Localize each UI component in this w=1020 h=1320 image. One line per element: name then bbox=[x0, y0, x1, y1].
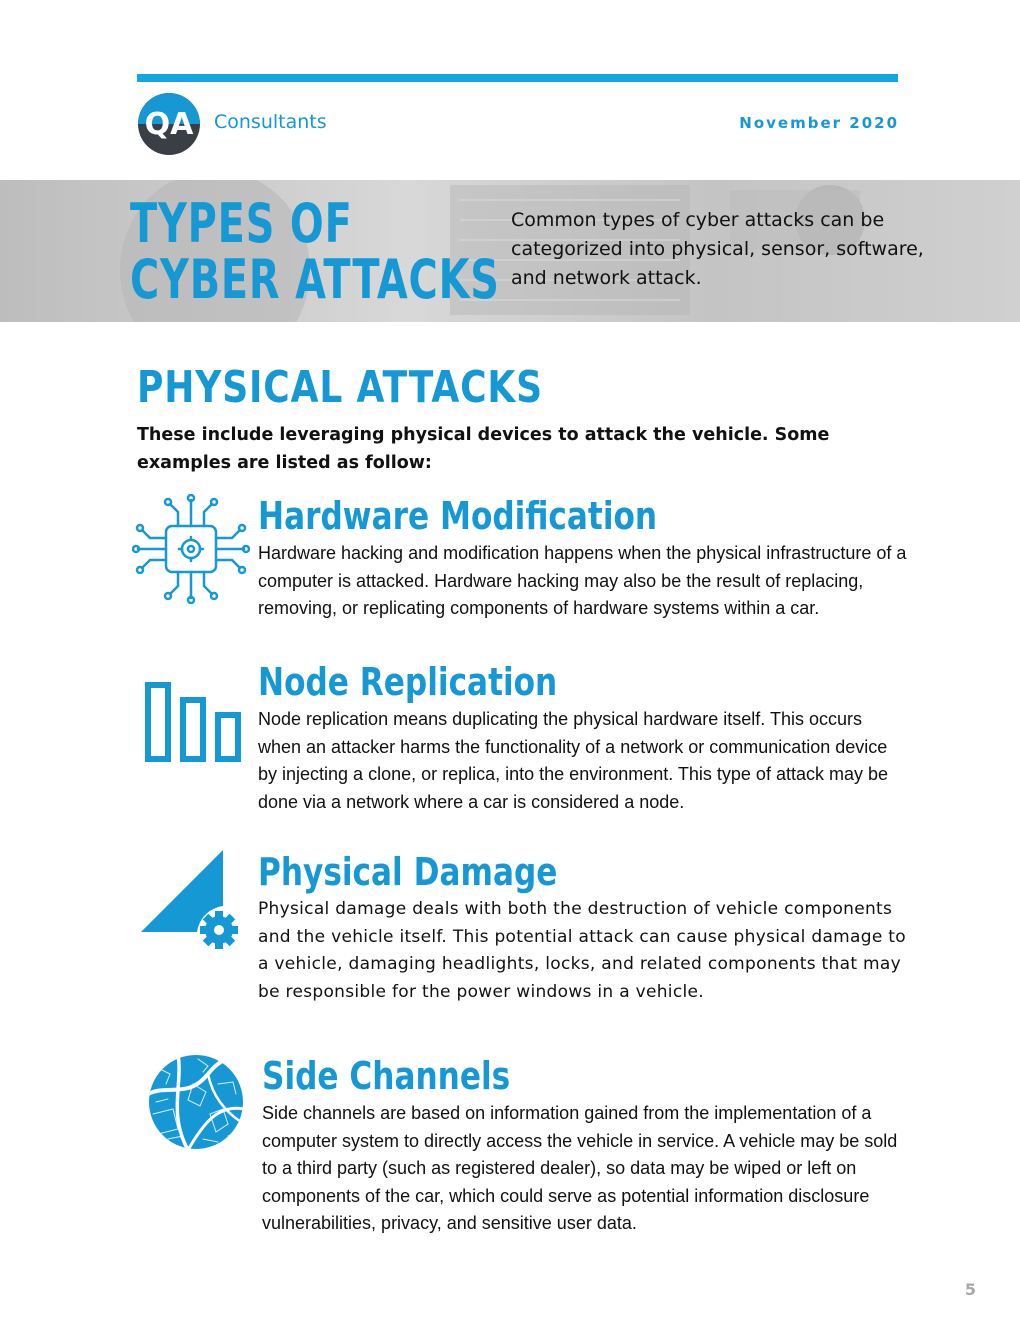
item-hardware-modification bbox=[258, 494, 908, 623]
banner-title-line-2: CYBER ATTACKS bbox=[130, 248, 500, 311]
map-globe-icon bbox=[148, 1054, 244, 1150]
item-body: Physical damage deals with both the destruction of vehicle components and the vehicle itself. This potential attack can cause physical damage to a vehicle, damaging headlights, locks, and related components that may be responsible for the power windows in a vehicle. bbox=[258, 899, 906, 1002]
item-side-channels bbox=[262, 1054, 912, 1238]
item-title: Node Replication bbox=[258, 660, 558, 704]
item-body: Node replication means duplicating the physical hardware itself. This occurs when an attacker harms the functionality of a network or communication device by injecting a clone, or replica, into the environment. This type of attack may be done via a network where a car is considered a node. bbox=[258, 709, 888, 812]
header-rule bbox=[137, 74, 898, 82]
banner-title-line-1: TYPES OF bbox=[130, 192, 353, 255]
item-body: Hardware hacking and modification happens when the physical infrastructure of a computer is attacked. Hardware hacking may also be the result of replacing, removing, or replicating components of hardware systems within a car. bbox=[258, 543, 907, 618]
bars-icon bbox=[145, 682, 243, 762]
triangle-gear-icon bbox=[141, 850, 243, 950]
item-title: Physical Damage bbox=[258, 850, 558, 894]
svg-text:QA: QA bbox=[144, 107, 194, 142]
item-node-replication bbox=[258, 660, 908, 816]
banner-title bbox=[130, 192, 500, 311]
item-title: Hardware Modification bbox=[258, 494, 658, 538]
section-intro: These include leveraging physical devices to attack the vehicle. Some examples are listed as follow: bbox=[137, 425, 830, 473]
item-physical-damage bbox=[258, 850, 908, 1006]
item-body: Side channels are based on information gained from the implementation of a computer system to directly access the vehicle in service. A vehicle may be sold to a third party (such as registered dealer), so data may be wiped or left on components of the car, which could serve as potential information disclosure vulnerabilities, privacy, and sensitive user data. bbox=[262, 1103, 898, 1233]
item-title: Side Channels bbox=[262, 1054, 511, 1098]
logo-text: Consultants bbox=[214, 111, 327, 133]
qa-logo-icon bbox=[137, 92, 201, 156]
section-title: PHYSICAL ATTACKS bbox=[137, 362, 543, 413]
page-number: 5 bbox=[964, 1280, 976, 1299]
circuit-chip-icon bbox=[132, 494, 250, 604]
issue-date: November 2020 bbox=[739, 114, 899, 132]
banner-description: Common types of cyber attacks can be categorized into physical, sensor, software, and network attack. bbox=[511, 209, 924, 289]
